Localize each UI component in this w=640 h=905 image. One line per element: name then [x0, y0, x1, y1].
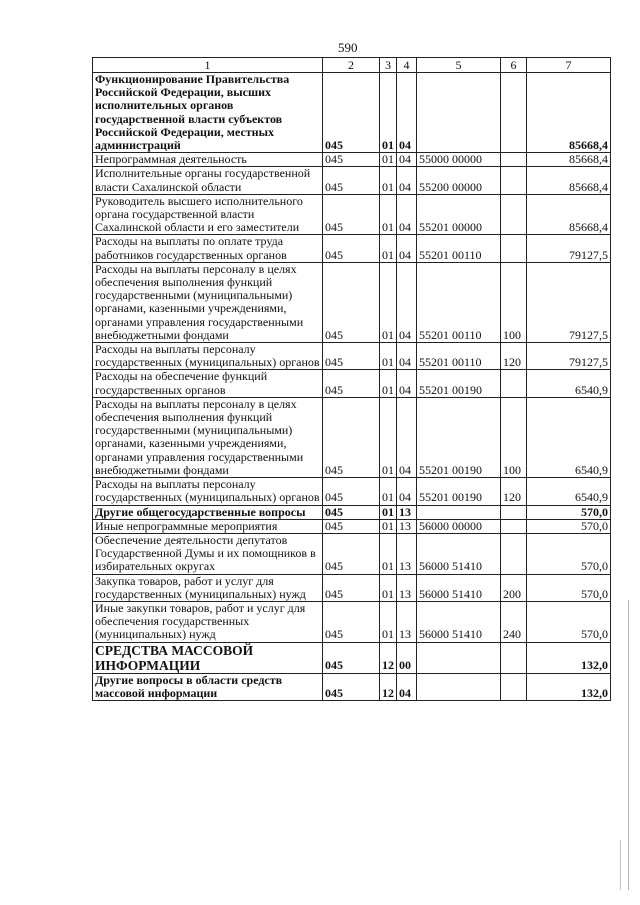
table-row — [93, 642, 611, 673]
row-subsection-code: 04 — [397, 167, 417, 194]
row-target-code: 55201 00110 — [417, 343, 501, 370]
row-section-code: 01 — [380, 235, 397, 262]
table-row — [93, 153, 611, 167]
row-subsection-code: 04 — [397, 235, 417, 262]
row-amount: 570,0 — [527, 601, 611, 642]
row-expense-code — [501, 533, 527, 574]
table-row — [93, 673, 611, 700]
row-expense-code: 240 — [501, 601, 527, 642]
row-target-code: 55201 00190 — [417, 370, 501, 397]
row-expense-code: 120 — [501, 478, 527, 505]
row-expense-code — [501, 505, 527, 519]
row-name: Расходы на обеспечение функций государственных органов — [93, 370, 323, 397]
row-name: Исполнительные органы государственной власти Сахалинской области — [93, 167, 323, 194]
col-header-target: 5 — [417, 58, 501, 73]
row-target-code — [417, 73, 501, 153]
row-section-code: 01 — [380, 153, 397, 167]
col-header-expense: 6 — [501, 58, 527, 73]
row-section-code: 01 — [380, 519, 397, 533]
row-subsection-code: 13 — [397, 533, 417, 574]
row-name: Непрограммная деятельность — [93, 153, 323, 167]
row-admin-code: 045 — [323, 574, 380, 601]
row-amount: 85668,4 — [527, 153, 611, 167]
row-amount: 132,0 — [527, 642, 611, 673]
row-amount: 570,0 — [527, 519, 611, 533]
row-subsection-code: 13 — [397, 574, 417, 601]
row-expense-code — [501, 167, 527, 194]
row-subsection-code: 13 — [397, 505, 417, 519]
row-admin-code: 045 — [323, 478, 380, 505]
row-admin-code: 045 — [323, 262, 380, 342]
col-header-name: 1 — [93, 58, 323, 73]
row-expense-code — [501, 370, 527, 397]
row-section-code: 01 — [380, 262, 397, 342]
row-target-code — [417, 673, 501, 700]
row-admin-code: 045 — [323, 519, 380, 533]
row-admin-code: 045 — [323, 343, 380, 370]
row-amount: 85668,4 — [527, 73, 611, 153]
row-expense-code: 120 — [501, 343, 527, 370]
row-section-code: 12 — [380, 673, 397, 700]
row-amount: 570,0 — [527, 505, 611, 519]
row-target-code: 55200 00000 — [417, 167, 501, 194]
row-section-code: 01 — [380, 343, 397, 370]
row-name: Расходы на выплаты по оплате труда работников государственных органов — [93, 235, 323, 262]
row-section-code: 01 — [380, 574, 397, 601]
row-expense-code: 100 — [501, 397, 527, 477]
table-row — [93, 397, 611, 477]
row-target-code: 56000 51410 — [417, 533, 501, 574]
table-row — [93, 478, 611, 505]
col-header-amount: 7 — [527, 58, 611, 73]
row-subsection-code: 13 — [397, 519, 417, 533]
row-section-code: 01 — [380, 533, 397, 574]
row-subsection-code: 04 — [397, 397, 417, 477]
row-expense-code: 200 — [501, 574, 527, 601]
row-amount: 570,0 — [527, 574, 611, 601]
row-section-code: 01 — [380, 505, 397, 519]
row-expense-code — [501, 73, 527, 153]
row-section-code: 12 — [380, 642, 397, 673]
row-amount: 6540,9 — [527, 370, 611, 397]
row-name: Другие общегосударственные вопросы — [93, 505, 323, 519]
row-name: Расходы на выплаты персоналу государственных (муниципальных) органов — [93, 478, 323, 505]
scan-artifact-line — [628, 600, 629, 890]
row-section-code: 01 — [380, 73, 397, 153]
row-admin-code: 045 — [323, 505, 380, 519]
row-amount: 6540,9 — [527, 397, 611, 477]
row-expense-code: 100 — [501, 262, 527, 342]
row-subsection-code: 04 — [397, 673, 417, 700]
row-target-code — [417, 642, 501, 673]
row-admin-code: 045 — [323, 235, 380, 262]
row-expense-code — [501, 642, 527, 673]
table-row — [93, 73, 611, 153]
row-section-code: 01 — [380, 167, 397, 194]
row-amount: 85668,4 — [527, 194, 611, 235]
header-row — [93, 58, 611, 73]
row-subsection-code: 04 — [397, 153, 417, 167]
row-target-code: 55000 00000 — [417, 153, 501, 167]
row-amount: 570,0 — [527, 533, 611, 574]
row-name: Другие вопросы в области средств массовой информации — [93, 673, 323, 700]
row-target-code — [417, 505, 501, 519]
row-expense-code — [501, 153, 527, 167]
row-subsection-code: 04 — [397, 478, 417, 505]
scan-artifact-line — [620, 840, 621, 890]
table-row — [93, 533, 611, 574]
row-admin-code: 045 — [323, 153, 380, 167]
row-subsection-code: 04 — [397, 370, 417, 397]
table-row — [93, 167, 611, 194]
row-subsection-code: 04 — [397, 343, 417, 370]
row-subsection-code: 04 — [397, 194, 417, 235]
row-target-code: 55201 00110 — [417, 235, 501, 262]
table-row — [93, 574, 611, 601]
row-subsection-code: 13 — [397, 601, 417, 642]
table-row — [93, 519, 611, 533]
col-header-section: 3 — [380, 58, 397, 73]
row-subsection-code: 04 — [397, 73, 417, 153]
row-amount: 85668,4 — [527, 167, 611, 194]
row-name: Функционирование Правительства Российской Федерации, высших исполнительных органов государственной власти субъектов Российской Федерации, местных администраций — [93, 73, 323, 153]
row-expense-code — [501, 194, 527, 235]
row-admin-code: 045 — [323, 601, 380, 642]
row-admin-code: 045 — [323, 533, 380, 574]
row-name: Руководитель высшего исполнительного органа государственной власти Сахалинской области и его заместители — [93, 194, 323, 235]
row-section-code: 01 — [380, 478, 397, 505]
row-name: Обеспечение деятельности депутатов Государственной Думы и их помощников в избирательных округах — [93, 533, 323, 574]
row-admin-code: 045 — [323, 642, 380, 673]
page-number: 590 — [338, 40, 358, 55]
table-row — [93, 343, 611, 370]
row-admin-code: 045 — [323, 370, 380, 397]
table-row — [93, 235, 611, 262]
row-name: Иные закупки товаров, работ и услуг для обеспечения государственных (муниципальных) нужд — [93, 601, 323, 642]
row-name: Иные непрограммные мероприятия — [93, 519, 323, 533]
table-row — [93, 601, 611, 642]
row-admin-code: 045 — [323, 397, 380, 477]
row-name: Расходы на выплаты персоналу государственных (муниципальных) органов — [93, 343, 323, 370]
row-target-code: 55201 00000 — [417, 194, 501, 235]
table-row — [93, 194, 611, 235]
col-header-subsection: 4 — [397, 58, 417, 73]
row-amount: 132,0 — [527, 673, 611, 700]
budget-table — [92, 57, 611, 701]
row-amount: 79127,5 — [527, 343, 611, 370]
row-target-code: 55201 00190 — [417, 478, 501, 505]
row-expense-code — [501, 673, 527, 700]
row-target-code: 56000 51410 — [417, 574, 501, 601]
row-target-code: 55201 00110 — [417, 262, 501, 342]
row-target-code: 56000 00000 — [417, 519, 501, 533]
row-name: СРЕДСТВА МАССОВОЙ ИНФОРМАЦИИ — [93, 642, 323, 673]
table-row — [93, 505, 611, 519]
row-target-code: 55201 00190 — [417, 397, 501, 477]
row-section-code: 01 — [380, 370, 397, 397]
table-row — [93, 370, 611, 397]
row-name: Расходы на выплаты персоналу в целях обеспечения выполнения функций государственными (муниципальными) органами, казенными учреждениями, органами управления государственными внебюджетными фондами — [93, 262, 323, 342]
row-amount: 79127,5 — [527, 235, 611, 262]
row-amount: 79127,5 — [527, 262, 611, 342]
row-subsection-code: 04 — [397, 262, 417, 342]
row-admin-code: 045 — [323, 673, 380, 700]
row-subsection-code: 00 — [397, 642, 417, 673]
table-row — [93, 262, 611, 342]
row-target-code: 56000 51410 — [417, 601, 501, 642]
row-section-code: 01 — [380, 397, 397, 477]
row-section-code: 01 — [380, 601, 397, 642]
row-name: Закупка товаров, работ и услуг для государственных (муниципальных) нужд — [93, 574, 323, 601]
row-amount: 6540,9 — [527, 478, 611, 505]
row-admin-code: 045 — [323, 73, 380, 153]
row-admin-code: 045 — [323, 167, 380, 194]
row-admin-code: 045 — [323, 194, 380, 235]
row-name: Расходы на выплаты персоналу в целях обеспечения выполнения функций государственными (муниципальными) органами, казенными учреждениями, органами управления государственными внебюджетными фондами — [93, 397, 323, 477]
row-expense-code — [501, 235, 527, 262]
row-section-code: 01 — [380, 194, 397, 235]
col-header-admin: 2 — [323, 58, 380, 73]
row-expense-code — [501, 519, 527, 533]
